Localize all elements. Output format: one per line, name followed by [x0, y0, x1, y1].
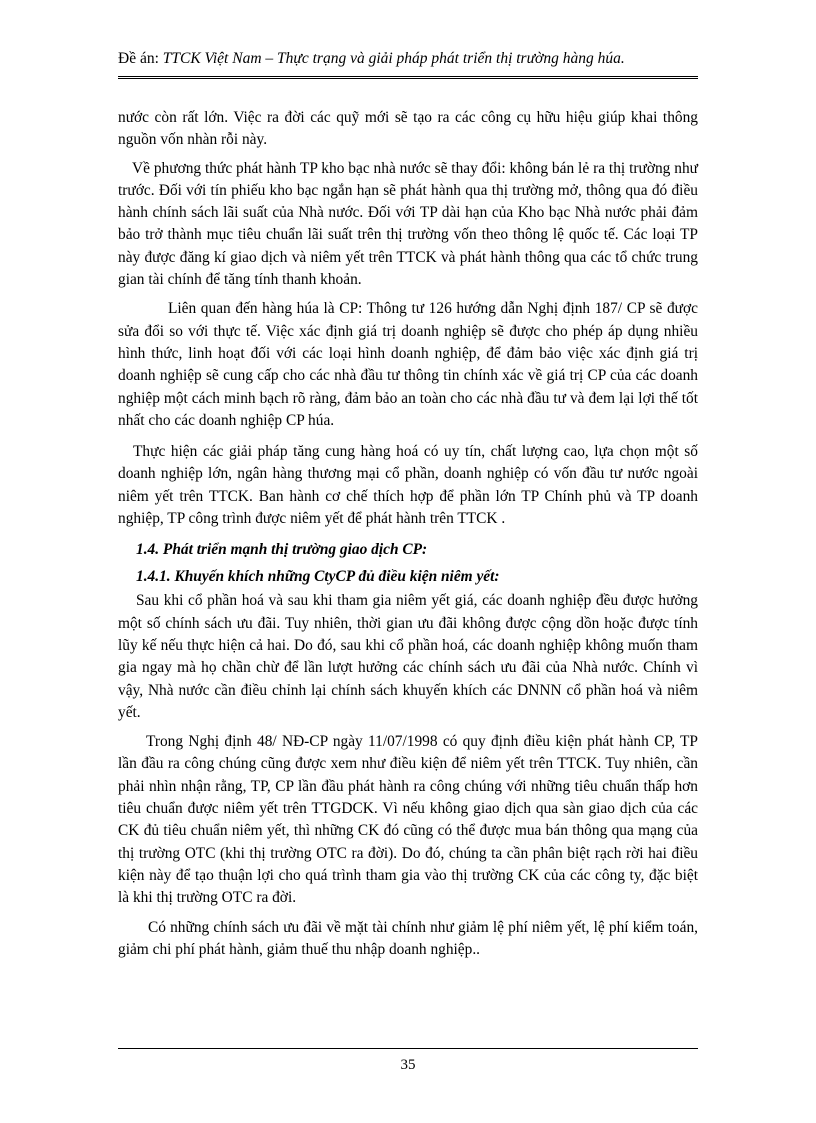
paragraph-5: Sau khi cổ phần hoá và sau khi tham gia niêm yết giá, các doanh nghiệp đều được hưởng một số chính sách ưu đãi. Tuy nhiên, thời gian ưu đãi không được cộng dồn hoặc được tính lũy kế nếu thực hiện cả hai. Do đó, sau khi cổ phần hoá, các doanh nghiệp không muốn tham gia ngay mà họ chần chừ để lần lượt hưởng các chính sách ưu đãi của Nhà nước. Chính vì vậy, Nhà nước cần điều chỉnh lại chính sách khuyến khích các DNNN cổ phần hoá và niêm yết. — [118, 592, 698, 721]
header-title: TTCK Việt Nam – Thực trạng và giải pháp phát triển thị trường hàng húa. — [162, 50, 625, 67]
paragraph-2: Về phương thức phát hành TP kho bạc nhà nước sẽ thay đổi: không bán lẻ ra thị trường như trước. Đối với tín phiếu kho bạc ngắn hạn sẽ phát hành qua thị trường mở, thông qua đó điều hành chính sách lãi suất của Nhà nước. Đối với TP dài hạn của Kho bạc Nhà nước phải đảm bảo trở thành mục tiêu chuẩn lãi suất trên thị trường vốn theo thông lệ quốc tế. Các loại TP này được đăng kí giao dịch và niêm yết trên TTCK và phát hành thông qua các tổ chức trung gian tài chính để tăng tính thanh khoản. — [118, 159, 698, 289]
header-label: Đề án: — [118, 50, 159, 67]
section-heading-1-4: 1.4. Phát triển mạnh thị trường giao dịch CP: — [136, 541, 428, 559]
paragraph-6: Trong Nghị định 48/ NĐ-CP ngày 11/07/1998 có quy định điều kiện phát hành CP, TP lần đầu ra công chúng cũng được xem như điều kiện để niêm yết trên TTCK. Tuy nhiên, cần phải nhìn nhận rằng, TP, CP lần đầu phát hành ra công chúng với những tiêu chuẩn thấp hơn tiêu chuẩn được niêm yết trên TTGDCK. Vì nếu không giao dịch qua sàn giao dịch của các CK đủ tiêu chuẩn niêm yết, thì những CK đó cũng có thể được mua bán thông qua mạng của thị trường OTC (khi thị trường OTC ra đời). Do đó, chúng ta cần phân biệt rạch rời hai điều kiện này để tạo thuận lợi cho quá trình tham gia vào thị trường CK của các công ty, đặc biệt là khi thị trường OTC ra đời. — [118, 733, 698, 907]
header-divider — [118, 76, 698, 79]
subsection-heading-1-4-1: 1.4.1. Khuyến khích những CtyCP đủ điều kiện niêm yết: — [136, 568, 500, 586]
page-number: 35 — [400, 1057, 416, 1073]
page-header — [118, 49, 698, 69]
paragraph-4: Thực hiện các giải pháp tăng cung hàng hoá có uy tín, chất lượng cao, lựa chọn một số doanh nghiệp lớn, ngân hàng thương mại cổ phần, doanh nghiệp có vốn đầu tư nước ngoài niêm yết trên TTCK. Ban hành cơ chế thích hợp để phần lớn TP Chính phủ và TP doanh nghiệp, TP công trình được niêm yết để phát hành trên TTCK . — [118, 443, 698, 528]
document-body — [118, 107, 698, 961]
paragraph-7: Có những chính sách ưu đãi về mặt tài chính như giảm lệ phí niêm yết, lệ phí kiểm toán, giảm chi phí phát hành, giảm thuế thu nhập doanh nghiệp.. — [118, 918, 698, 958]
footer-divider — [118, 1048, 698, 1049]
paragraph-1: nước còn rất lớn. Việc ra đời các quỹ mới sẽ tạo ra các công cụ hữu hiệu giúp khai thông nguồn vốn nhàn rỗi này. — [118, 109, 698, 149]
paragraph-3: Liên quan đến hàng húa là CP: Thông tư 126 hướng dẫn Nghị định 187/ CP sẽ được sửa đổi so với thực tế. Việc xác định giá trị doanh nghiệp sẽ được cho phép áp dụng nhiều hình thức, linh hoạt đối với các loại hình doanh nghiệp, để đảm bảo việc xác định giá trị doanh nghiệp sẽ cung cấp cho các nhà đầu tư thông tin chính xác về giá trị CP của các doanh nghiệp một cách minh bạch rõ ràng, đảm bảo an toàn cho các nhà đầu tư và đem lại lợi thế tốt nhất cho các doanh nghiệp CP húa. — [118, 300, 698, 429]
